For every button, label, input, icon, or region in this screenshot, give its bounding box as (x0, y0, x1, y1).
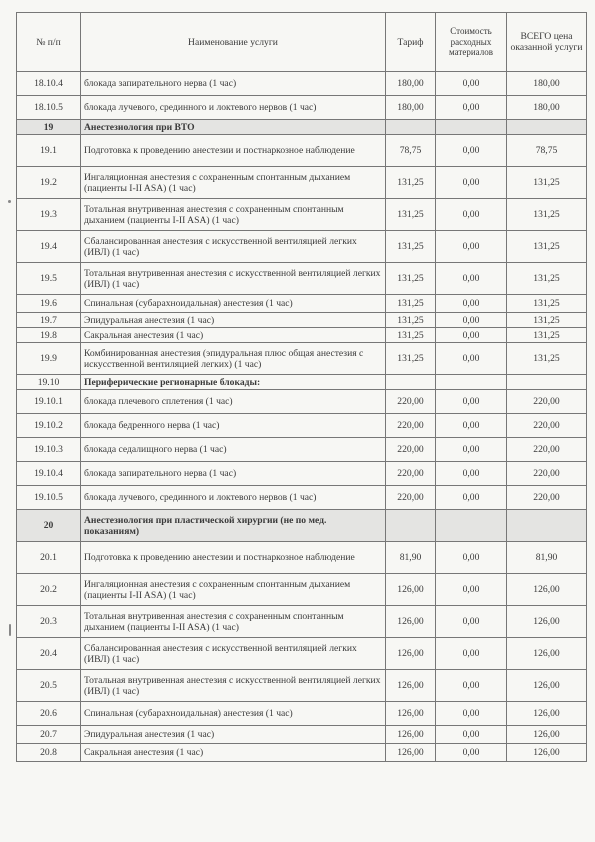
row-materials: 0,00 (436, 343, 507, 375)
row-total (507, 120, 587, 135)
table-row (17, 343, 587, 375)
row-materials: 0,00 (436, 295, 507, 313)
row-total: 81,90 (507, 542, 587, 574)
row-materials: 0,00 (436, 744, 507, 762)
table-row (17, 638, 587, 670)
row-materials: 0,00 (436, 72, 507, 96)
subsection-title: Периферические регионарные блокады: (81, 375, 386, 390)
row-tariff: 180,00 (386, 72, 436, 96)
row-name: Тотальная внутривенная анестезия с искусственной вентиляцией легких (ИВЛ) (1 час) (81, 670, 386, 702)
row-num: 19.2 (17, 167, 81, 199)
row-total: 131,25 (507, 313, 587, 328)
table-row (17, 606, 587, 638)
row-num: 19.10.3 (17, 438, 81, 462)
row-tariff: 220,00 (386, 486, 436, 510)
row-total (507, 510, 587, 542)
row-name: блокада лучевого, срединного и локтевого нервов (1 час) (81, 96, 386, 120)
row-name: Тотальная внутривенная анестезия с сохраненным спонтанным дыханием (пациенты I-II ASA) (1 час) (81, 606, 386, 638)
price-list-page (16, 12, 586, 762)
row-materials (436, 375, 507, 390)
row-tariff: 78,75 (386, 135, 436, 167)
row-num: 20.1 (17, 542, 81, 574)
row-total: 180,00 (507, 96, 587, 120)
row-tariff: 126,00 (386, 638, 436, 670)
row-tariff: 126,00 (386, 606, 436, 638)
row-num: 20.4 (17, 638, 81, 670)
table-row (17, 96, 587, 120)
row-materials: 0,00 (436, 670, 507, 702)
scan-speck (9, 624, 11, 636)
section-num: 20 (17, 510, 81, 542)
section-title: Анестезиология при ВТО (81, 120, 386, 135)
header-num: № п/п (17, 13, 81, 72)
row-tariff (386, 120, 436, 135)
table-row (17, 702, 587, 726)
row-tariff: 126,00 (386, 670, 436, 702)
table-row (17, 726, 587, 744)
row-total: 220,00 (507, 438, 587, 462)
row-num: 19.9 (17, 343, 81, 375)
row-name: Ингаляционная анестезия с сохраненным спонтанным дыханием (пациенты I-II ASA) (1 час) (81, 574, 386, 606)
row-name: Тотальная внутривенная анестезия с искусственной вентиляцией легких (ИВЛ) (1 час) (81, 263, 386, 295)
row-materials: 0,00 (436, 486, 507, 510)
header-materials: Стоимость расходных материалов (436, 13, 507, 72)
row-num: 20.5 (17, 670, 81, 702)
row-name: Ингаляционная анестезия с сохраненным спонтанным дыханием (пациенты I-II ASA) (1 час) (81, 167, 386, 199)
table-row (17, 313, 587, 328)
row-name: Спинальная (субарахноидальная) анестезия (1 час) (81, 702, 386, 726)
row-tariff: 220,00 (386, 414, 436, 438)
row-materials: 0,00 (436, 462, 507, 486)
row-name: Сакральная анестезия (1 час) (81, 328, 386, 343)
row-name: Сакральная анестезия (1 час) (81, 744, 386, 762)
row-name: Эпидуральная анестезия (1 час) (81, 313, 386, 328)
row-name: блокада лучевого, срединного и локтевого нервов (1 час) (81, 486, 386, 510)
row-materials (436, 120, 507, 135)
table-row (17, 414, 587, 438)
row-tariff (386, 510, 436, 542)
row-tariff: 220,00 (386, 462, 436, 486)
subsection-row (17, 375, 587, 390)
row-num: 19.10.4 (17, 462, 81, 486)
row-name: Подготовка к проведению анестезии и постнаркозное наблюдение (81, 135, 386, 167)
row-materials: 0,00 (436, 135, 507, 167)
row-materials: 0,00 (436, 96, 507, 120)
row-num: 18.10.4 (17, 72, 81, 96)
row-num: 19.10.1 (17, 390, 81, 414)
table-row (17, 574, 587, 606)
row-materials: 0,00 (436, 438, 507, 462)
row-total: 131,25 (507, 199, 587, 231)
table-row (17, 390, 587, 414)
row-num: 20.7 (17, 726, 81, 744)
row-num: 19.6 (17, 295, 81, 313)
row-total: 126,00 (507, 702, 587, 726)
row-total: 131,25 (507, 295, 587, 313)
row-materials: 0,00 (436, 263, 507, 295)
row-name: Спинальная (субарахноидальная) анестезия (1 час) (81, 295, 386, 313)
row-num: 20.8 (17, 744, 81, 762)
row-materials: 0,00 (436, 313, 507, 328)
table-row (17, 263, 587, 295)
row-name: Сбалансированная анестезия с искусственной вентиляцией легких (ИВЛ) (1 час) (81, 231, 386, 263)
table-row (17, 670, 587, 702)
section-row (17, 510, 587, 542)
table-row (17, 328, 587, 343)
row-tariff: 131,25 (386, 343, 436, 375)
row-tariff: 131,25 (386, 295, 436, 313)
row-tariff: 81,90 (386, 542, 436, 574)
row-materials: 0,00 (436, 231, 507, 263)
row-materials (436, 510, 507, 542)
row-total: 220,00 (507, 414, 587, 438)
row-total: 220,00 (507, 486, 587, 510)
row-tariff: 126,00 (386, 574, 436, 606)
row-name: Подготовка к проведению анестезии и постнаркозное наблюдение (81, 542, 386, 574)
header-total: ВСЕГО цена оказанной услуги (507, 13, 587, 72)
row-num: 20.2 (17, 574, 81, 606)
row-tariff: 126,00 (386, 726, 436, 744)
row-materials: 0,00 (436, 702, 507, 726)
row-tariff: 131,25 (386, 313, 436, 328)
row-name: блокада запирательного нерва (1 час) (81, 462, 386, 486)
subsection-num: 19.10 (17, 375, 81, 390)
row-num: 20.3 (17, 606, 81, 638)
row-name: блокада плечевого сплетения (1 час) (81, 390, 386, 414)
row-tariff (386, 375, 436, 390)
row-materials: 0,00 (436, 414, 507, 438)
row-total: 131,25 (507, 328, 587, 343)
table-row (17, 167, 587, 199)
table-row (17, 462, 587, 486)
row-total: 131,25 (507, 231, 587, 263)
row-materials: 0,00 (436, 167, 507, 199)
row-num: 19.1 (17, 135, 81, 167)
section-num: 19 (17, 120, 81, 135)
row-num: 19.7 (17, 313, 81, 328)
table-row (17, 486, 587, 510)
table-row (17, 135, 587, 167)
table-header-row (17, 13, 587, 72)
row-tariff: 126,00 (386, 702, 436, 726)
row-num: 19.4 (17, 231, 81, 263)
row-name: блокада запирательного нерва (1 час) (81, 72, 386, 96)
row-name: Тотальная внутривенная анестезия с сохраненным спонтанным дыханием (пациенты I-II ASA) (1 час) (81, 199, 386, 231)
row-materials: 0,00 (436, 638, 507, 670)
row-total: 78,75 (507, 135, 587, 167)
row-num: 20.6 (17, 702, 81, 726)
section-title: Анестезиология при пластической хирургии (не по мед. показаниям) (81, 510, 386, 542)
row-num: 19.8 (17, 328, 81, 343)
row-total: 131,25 (507, 343, 587, 375)
row-num: 18.10.5 (17, 96, 81, 120)
row-tariff: 131,25 (386, 167, 436, 199)
header-name: Наименование услуги (81, 13, 386, 72)
row-total: 131,25 (507, 263, 587, 295)
table-row (17, 231, 587, 263)
row-materials: 0,00 (436, 542, 507, 574)
table-row (17, 438, 587, 462)
row-total: 220,00 (507, 462, 587, 486)
row-tariff: 131,25 (386, 328, 436, 343)
row-name: Комбинированная анестезия (эпидуральная плюс общая анестезия с искусственной вентиляцией легких) (1 час) (81, 343, 386, 375)
row-num: 19.10.2 (17, 414, 81, 438)
row-num: 19.5 (17, 263, 81, 295)
row-total: 126,00 (507, 670, 587, 702)
row-total: 126,00 (507, 574, 587, 606)
table-row (17, 199, 587, 231)
row-num: 19.3 (17, 199, 81, 231)
row-tariff: 131,25 (386, 231, 436, 263)
row-total: 180,00 (507, 72, 587, 96)
row-total: 220,00 (507, 390, 587, 414)
table-row (17, 295, 587, 313)
row-name: Сбалансированная анестезия с искусственной вентиляцией легких (ИВЛ) (1 час) (81, 638, 386, 670)
table-row (17, 72, 587, 96)
row-total (507, 375, 587, 390)
row-num: 19.10.5 (17, 486, 81, 510)
row-name: блокада седалищного нерва (1 час) (81, 438, 386, 462)
row-materials: 0,00 (436, 574, 507, 606)
row-tariff: 131,25 (386, 199, 436, 231)
row-name: Эпидуральная анестезия (1 час) (81, 726, 386, 744)
row-name: блокада бедренного нерва (1 час) (81, 414, 386, 438)
scan-speck (8, 200, 11, 203)
row-tariff: 220,00 (386, 390, 436, 414)
row-total: 126,00 (507, 638, 587, 670)
section-row (17, 120, 587, 135)
price-table (16, 12, 587, 762)
table-row (17, 744, 587, 762)
row-total: 126,00 (507, 726, 587, 744)
row-tariff: 126,00 (386, 744, 436, 762)
row-materials: 0,00 (436, 606, 507, 638)
row-materials: 0,00 (436, 726, 507, 744)
row-total: 126,00 (507, 744, 587, 762)
row-total: 126,00 (507, 606, 587, 638)
header-tariff: Тариф (386, 13, 436, 72)
row-tariff: 220,00 (386, 438, 436, 462)
row-materials: 0,00 (436, 328, 507, 343)
row-materials: 0,00 (436, 199, 507, 231)
row-tariff: 180,00 (386, 96, 436, 120)
row-total: 131,25 (507, 167, 587, 199)
table-row (17, 542, 587, 574)
row-tariff: 131,25 (386, 263, 436, 295)
row-materials: 0,00 (436, 390, 507, 414)
